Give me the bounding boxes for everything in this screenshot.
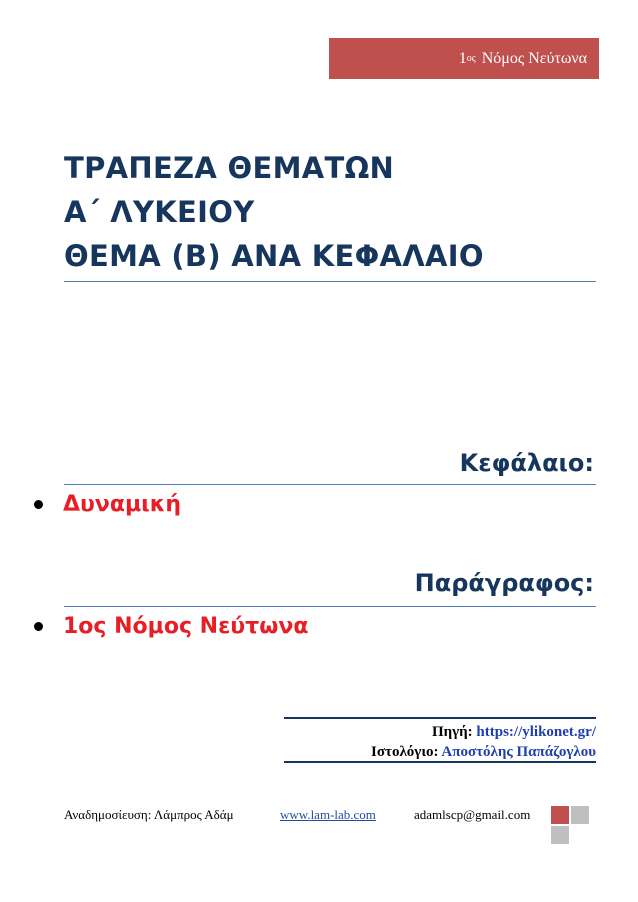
bullet-dot-icon [34, 622, 43, 631]
paragraph-value: 1ος Νόμος Νεύτωνα [63, 614, 309, 639]
chapter-bullet [34, 492, 181, 517]
bullet-dot-icon [34, 500, 43, 509]
chapter-divider [64, 484, 596, 485]
title-line-3: ΘΕΜΑ (Β) ΑΝΑ ΚΕΦΑΛΑΙΟ [64, 239, 484, 273]
blog-author: Αποστόλης Παπάζογλου [441, 744, 596, 760]
header-banner [329, 38, 599, 79]
paragraph-heading: Παράγραφος: [414, 569, 594, 597]
paragraph-bullet [34, 614, 308, 639]
blog-line [284, 742, 596, 762]
logo-square-red [551, 806, 569, 824]
chapter-value: Δυναμική [63, 492, 182, 517]
document-title [64, 146, 598, 278]
banner-superscript: ος [466, 53, 476, 64]
footer-publisher: Αναδημοσίευση: Λάμπρος Αδάμ [64, 807, 234, 822]
footer-website-link[interactable]: www.lam-lab.com [280, 807, 376, 822]
source-line [284, 722, 596, 742]
paragraph-divider [64, 606, 596, 607]
logo-square-gray [571, 806, 589, 824]
source-link[interactable]: https://ylikonet.gr/ [476, 724, 596, 740]
title-divider [64, 281, 596, 282]
footer-email: adamlscp@gmail.com [414, 807, 531, 822]
title-line-1: ΤΡΑΠΕΖΑ ΘΕΜΑΤΩΝ [64, 151, 395, 185]
title-line-2: Α΄ ΛΥΚΕΙΟΥ [64, 195, 255, 229]
logo-square-gray [551, 826, 569, 844]
source-box [284, 717, 596, 763]
blog-label: Ιστολόγιο: [371, 744, 439, 760]
chapter-heading: Κεφάλαιο: [459, 449, 594, 477]
source-label: Πηγή: [431, 724, 473, 740]
banner-number: 1 [458, 49, 467, 67]
banner-text: Νόμος Νεύτωνα [481, 49, 587, 67]
